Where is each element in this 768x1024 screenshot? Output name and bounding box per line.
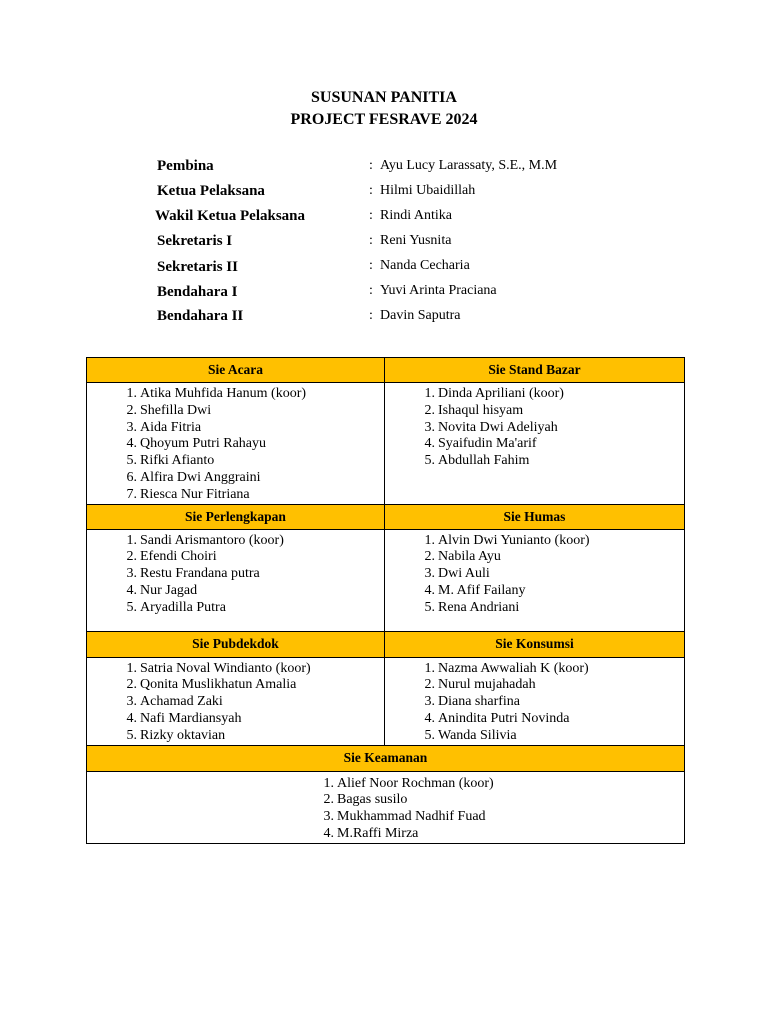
list-item: 7. Riesca Nur Fitriana <box>126 486 250 502</box>
list-item: 2. Nurul mujahadah <box>424 677 536 693</box>
officer-name: Nanda Cecharia <box>380 258 470 273</box>
list-item: 1. Alvin Dwi Yunianto (koor) <box>424 532 590 548</box>
list-item: 4. Syaifudin Ma'arif <box>424 436 537 452</box>
list-item: 5. Aryadilla Putra <box>126 599 226 615</box>
division-members-humas <box>385 529 685 631</box>
officer-colon: : <box>369 233 373 248</box>
list-item: 3. Aida Fitria <box>126 419 202 435</box>
officer-name: Rindi Antika <box>380 208 452 223</box>
list-item: 6. Alfira Dwi Anggraini <box>126 469 261 485</box>
division-header-humas: Sie Humas <box>385 504 685 529</box>
division-header-stand-bazar: Sie Stand Bazar <box>385 358 685 383</box>
list-item: 2. Qonita Muslikhatun Amalia <box>126 677 297 693</box>
list-item: 1. Alief Noor Rochman (koor) <box>323 775 494 791</box>
list-item: 3. Novita Dwi Adeliyah <box>424 419 558 435</box>
list-item: 2. Efendi Choiri <box>126 549 217 565</box>
division-members-pubdekdok <box>87 657 385 745</box>
list-item: 3. Diana sharfina <box>424 694 521 710</box>
division-header-konsumsi: Sie Konsumsi <box>385 631 685 657</box>
list-item: 1. Sandi Arismantoro (koor) <box>126 532 284 548</box>
officer-role: Bendahara II <box>157 308 244 324</box>
division-members-acara <box>87 383 385 505</box>
list-item: 4. M.Raffi Mirza <box>323 825 419 841</box>
list-item: 5. Rizky oktavian <box>126 727 226 743</box>
list-item: 5. Rena Andriani <box>424 599 520 615</box>
document-subtitle: PROJECT FESRAVE 2024 <box>290 111 478 128</box>
list-item: 2. Ishaqul hisyam <box>424 402 524 418</box>
list-item: 2. Bagas susilo <box>323 792 408 808</box>
officer-name: Yuvi Arinta Praciana <box>380 283 497 298</box>
officer-colon: : <box>369 208 373 223</box>
officer-role: Bendahara I <box>157 284 238 300</box>
officer-role: Sekretaris II <box>157 259 238 275</box>
division-header-keamanan: Sie Keamanan <box>87 745 685 771</box>
division-header-perlengkapan: Sie Perlengkapan <box>87 504 385 529</box>
division-header-acara: Sie Acara <box>87 358 385 383</box>
officer-name: Hilmi Ubaidillah <box>380 183 476 198</box>
list-item: 3. Dwi Auli <box>424 566 490 582</box>
list-item: 4. Qhoyum Putri Rahayu <box>126 436 266 452</box>
list-item: 4. Nur Jagad <box>126 582 198 598</box>
list-item: 1. Nazma Awwaliah K (koor) <box>424 660 589 676</box>
officer-colon: : <box>369 283 373 298</box>
officer-role: Wakil Ketua Pelaksana <box>155 208 306 224</box>
division-header-pubdekdok: Sie Pubdekdok <box>87 631 385 657</box>
officer-role: Sekretaris I <box>157 233 233 249</box>
document-title: SUSUNAN PANITIA <box>311 89 457 106</box>
list-item: 1. Satria Noval Windianto (koor) <box>126 660 311 676</box>
officer-name: Davin Saputra <box>380 308 461 323</box>
list-item: 3. Restu Frandana putra <box>126 566 260 582</box>
division-members-perlengkapan <box>87 529 385 631</box>
officer-colon: : <box>369 158 373 173</box>
committee-table <box>86 357 685 844</box>
officer-colon: : <box>369 183 373 198</box>
division-members-keamanan <box>87 771 685 843</box>
officer-name: Ayu Lucy Larassaty, S.E., M.M <box>380 158 558 173</box>
list-item: 2. Shefilla Dwi <box>126 402 212 418</box>
list-item: 1. Atika Muhfida Hanum (koor) <box>126 386 307 401</box>
list-item: 5. Rifki Afianto <box>126 453 215 469</box>
officer-role: Ketua Pelaksana <box>157 183 265 199</box>
officer-colon: : <box>369 308 373 323</box>
list-item: 3. Achamad Zaki <box>126 694 223 710</box>
officer-name: Reni Yusnita <box>380 233 452 248</box>
list-item: 5. Wanda Silivia <box>424 727 517 743</box>
list-item: 4. M. Afif Failany <box>424 582 526 598</box>
list-item: 3. Mukhammad Nadhif Fuad <box>323 809 486 825</box>
list-item: 5. Abdullah Fahim <box>424 453 530 469</box>
officer-role: Pembina <box>157 158 214 174</box>
division-members-konsumsi <box>385 657 685 745</box>
list-item: 4. Nafi Mardiansyah <box>126 710 242 726</box>
list-item: 2. Nabila Ayu <box>424 549 501 565</box>
list-item: 1. Dinda Apriliani (koor) <box>424 386 564 401</box>
officer-colon: : <box>369 258 373 273</box>
division-members-stand-bazar <box>385 383 685 505</box>
list-item: 4. Anindita Putri Novinda <box>424 710 570 726</box>
